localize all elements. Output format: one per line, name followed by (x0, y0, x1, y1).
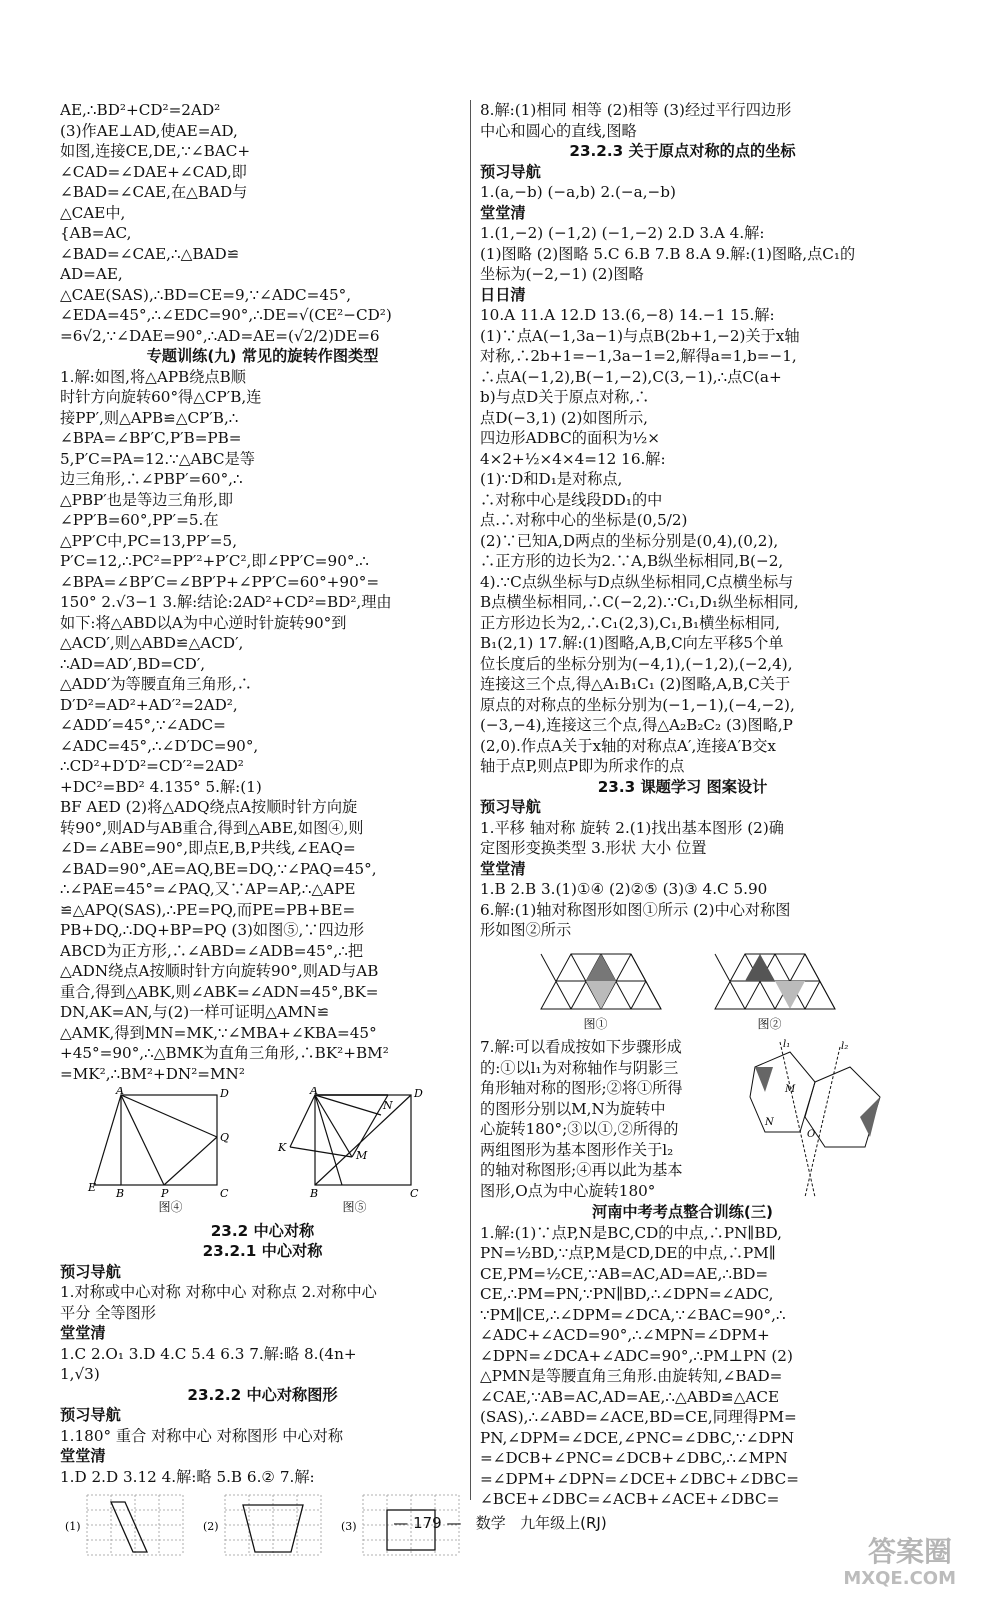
text-line: 边三角形,∴∠PBP′=60°,∴ (60, 470, 243, 488)
left-column (60, 100, 465, 1573)
text-line: 重合,得到△ABK,则∠ABK=∠ADN=45°,BK= (60, 982, 379, 1001)
text-line: (SAS),∴∠ABD=∠ACE,BD=CE,同理得PM= (480, 1408, 797, 1426)
preview-answers (480, 818, 885, 859)
svg-text:l₁: l₁ (783, 1039, 791, 1050)
text-line: 心旋转180°;③以①,②所得的 (480, 1120, 679, 1138)
text-line: △CAE(SAS),∴BD=CE=9,∵∠ADC=45°, (60, 285, 352, 304)
square-diagram-5 (270, 1087, 440, 1197)
svg-text:O: O (807, 1129, 816, 1140)
text-line: ∠BPA=∠BP′C=∠BP′P+∠PP′C=60°+90°= (60, 572, 380, 591)
text-line: b)与点D关于原点对称,∴ (480, 388, 650, 406)
svg-text:D: D (413, 1087, 423, 1100)
text-line: △PMN是等腰直角三角形.由旋转知,∠BAD= (480, 1367, 783, 1385)
text-line: 5,P′C=PA=12.∵△ABC是等 (60, 449, 255, 468)
text-line: BF AED (2)将△ADQ绕点A按顺时针方向旋 (60, 798, 358, 816)
class-heading: 堂堂清 (480, 859, 526, 878)
text-line: 10.A 11.A 12.D 13.(6,−8) 14.−1 15.解: (480, 306, 775, 324)
page-footer: — 179 — 数学 九年级上(RJ) (393, 1514, 607, 1532)
text-line: △ADD′为等腰直角三角形,∴ (60, 675, 252, 693)
text-line: (−3,−4),连接这三个点,得△A₂B₂C₂ (3)图略,P (480, 716, 793, 734)
text-line: ∠DPN=∠DCA+∠ADC=90°,∴PM⊥PN (2) (480, 1346, 793, 1365)
text-line: 8.解:(1)相同 相等 (2)相等 (3)经过平行四边形 (480, 101, 792, 119)
svg-text:M: M (785, 1084, 796, 1095)
svg-text:N: N (382, 1099, 393, 1112)
text-line: (2,0).作点A关于x轴的对称点A′,连接A′B交x (480, 736, 777, 755)
text-line: 连接这三个点,得△A₁B₁C₁ (2)图略,A,B,C关于 (480, 675, 791, 693)
section-title: 23.3 课题学习 图案设计 (597, 777, 768, 796)
text-line: △CAE中, (60, 203, 126, 222)
class-heading: 堂堂清 (480, 203, 526, 222)
text-line: 1.C 2.O₁ 3.D 4.C 5.4 6.3 7.解:略 8.(4n+ (60, 1344, 357, 1363)
preview-answers (60, 1426, 465, 1447)
text-line: =6√2,∵∠DAE=90°,∴AD=AE=(√2/2)DE=6 (60, 326, 380, 345)
text-line: 正方形边长为2,∴C₁(2,3),C₁,B₁横坐标相同, (480, 613, 780, 632)
svg-text:K: K (277, 1141, 286, 1154)
class-answers (60, 1344, 465, 1385)
section-title: 23.2 中心对称 (210, 1221, 315, 1240)
text-line: 1.B 2.B 3.(1)①④ (2)②⑤ (3)③ 4.C 5.90 (480, 880, 768, 898)
text-line: 的轴对称图形;④再以此为基本 (480, 1161, 683, 1179)
watermark-url: MXQE.COM (843, 1568, 956, 1589)
text-line: 定图形变换类型 3.形状 大小 位置 (480, 839, 707, 857)
text-line: 如下:将△ABD以A为中心逆时针旋转90°到 (60, 613, 347, 632)
text-line: CE,∴PM=PN,∵PN∥BD,∴∠DPN=∠ADC, (480, 1285, 774, 1303)
text-line: 时针方向旋转60°得△CP′B,连 (60, 388, 262, 406)
text-line: 点.∴对称中心的坐标是(0,5/2) (480, 511, 688, 529)
text-line: CE,PM=½CE,∵AB=AC,AD=AE,∴BD= (480, 1264, 769, 1283)
text-line: (1)∵点A(−1,3a−1)与点B(2b+1,−2)关于x轴 (480, 326, 800, 345)
text-line: 7.解:可以看成按如下步骤形成 (480, 1038, 682, 1056)
text-line: 平分 全等图形 (60, 1303, 156, 1322)
svg-text:Q: Q (219, 1131, 229, 1144)
text-line: 1.(1,−2) (−1,2) (−1,−2) 2.D 3.A 4.解: (480, 224, 765, 242)
rotation-solutions (60, 367, 465, 1085)
text-line: (3)作AE⊥AD,使AE=AD, (60, 121, 238, 140)
subject-label: 数学 (475, 1514, 506, 1532)
text-line: 6.解:(1)轴对称图形如图①所示 (2)中心对称图 (480, 900, 791, 919)
text-line: △ADN绕点A按顺时针方向旋转90°,则AD与AB (60, 962, 379, 980)
text-line: 150° 2.√3−1 3.解:结论:2AD²+CD²=BD²,理由 (60, 593, 392, 611)
right-intro (480, 100, 885, 141)
svg-text:D: D (219, 1087, 229, 1100)
text-line: P′C=12,∴PC²=PP′²+P′C²,即∠PP′C=90°.∴ (60, 552, 369, 570)
text-line: AE,∴BD²+CD²=2AD² (60, 101, 221, 119)
section-title: 河南中考考点整合训练(三) (592, 1203, 773, 1221)
text-line: ∠CAE,∵AB=AC,AD=AE,∴△ABD≌△ACE (480, 1387, 780, 1406)
text-line: 4).∵C点纵坐标与D点纵坐标相同,C点横坐标与 (480, 572, 794, 591)
hexagon-pattern (745, 1037, 885, 1202)
figure-5 (270, 1087, 440, 1218)
text-line: 四边形ADBC的面积为½× (480, 429, 660, 447)
text-line: (1)∵D和D₁是对称点, (480, 470, 623, 488)
text-line: DN,AK=AN,与(2)一样可证明△AMN≌ (60, 1003, 330, 1021)
text-line: ∠CAD=∠DAE+∠CAD,即 (60, 162, 247, 181)
svg-text:N: N (765, 1117, 774, 1128)
text-line: 图形,O点为中心旋转180° (480, 1181, 656, 1200)
text-line: △PP′C中,PC=13,PP′=5, (60, 531, 238, 550)
text-line: +45°=90°,∴△BMK为直角三角形,∴BK²+BM² (60, 1044, 389, 1062)
text-line: B点横坐标相同,∴C(−2,2).∵C₁,D₁纵坐标相同, (480, 593, 799, 611)
text-line: 点D(−3,1) (2)如图所示, (480, 408, 649, 427)
text-line: 的:①以l₁为对称轴作与阴影三 (480, 1058, 679, 1077)
q7-text (480, 1037, 745, 1202)
triangle-grid-2 (695, 944, 845, 1014)
class-answers (480, 223, 885, 285)
text-line: 轴于点P,则点P即为所求作的点 (480, 757, 685, 775)
text-line: ∴点A(−1,2),B(−1,−2),C(3,−1),∴点C(a+ (480, 367, 782, 386)
text-line: 转90°,则AD与AB重合,得到△ABE,如图④,则 (60, 818, 364, 837)
svg-text:A: A (309, 1087, 318, 1097)
text-line: ∴正方形的边长为2.∵A,B纵坐标相同,B(−2, (480, 552, 784, 570)
figures-4-5 (60, 1087, 465, 1218)
text-line: ≌△APQ(SAS),∴PE=PQ,而PE=PB+BE= (60, 900, 356, 919)
text-line: ∠ADD′=45°,∵∠ADC= (60, 716, 226, 734)
pattern-figure-1 (521, 944, 671, 1035)
square-diagram-4 (86, 1087, 256, 1197)
preview-heading: 预习导航 (480, 162, 541, 181)
text-line: 1.平移 轴对称 旋转 2.(1)找出基本图形 (2)确 (480, 818, 784, 837)
pattern-figures (480, 944, 885, 1035)
text-line: ∴CD²+D′D²=CD′²=2AD² (60, 757, 244, 775)
class-answers (480, 879, 885, 941)
daily-heading: 日日清 (480, 285, 526, 304)
pattern-1-caption: 图① (583, 1016, 608, 1031)
text-line: 1.(a,−b) (−a,b) 2.(−a,−b) (480, 183, 676, 201)
text-line: 1.解:如图,将△APB绕点B顺 (60, 367, 246, 386)
subsection-title: 23.2.2 中心对称图形 (187, 1385, 338, 1404)
section-title: 23.2.3 关于原点对称的点的坐标 (569, 142, 796, 160)
preview-heading: 预习导航 (60, 1406, 121, 1424)
text-line: ∴对称中心是线段DD₁的中 (480, 490, 663, 509)
text-line: △AMK,得到MN=MK,∵∠MBA+∠KBA=45° (60, 1023, 377, 1042)
grid-label: (1) (64, 1520, 81, 1533)
text-line: 1.解:(1)∵点P,N是BC,CD的中点,∴PN∥BD, (480, 1223, 782, 1242)
svg-text:E: E (87, 1181, 96, 1194)
daily-answers (480, 305, 885, 777)
figure-5-caption: 图⑤ (342, 1200, 367, 1214)
text-line: 1.D 2.D 3.12 4.解:略 5.B 6.② 7.解: (60, 1467, 315, 1486)
svg-text:A: A (115, 1087, 124, 1097)
text-line: =∠DPM+∠DPN=∠DCE+∠DBC+∠DBC= (480, 1469, 799, 1488)
watermark-logo: 答案圈 (867, 1535, 952, 1568)
text-line: 中心和圆心的直线,图略 (480, 121, 637, 140)
text-line: ∠BPA=∠BP′C,P′B=PB= (60, 429, 242, 447)
text-line: (1)图略 (2)图略 5.C 6.B 7.B 8.A 9.解:(1)图略,点C₁的 (480, 244, 856, 263)
text-line: ∠ADC+∠ACD=90°,∴∠MPN=∠DPM+ (480, 1326, 770, 1344)
text-line: △ACD′,则△ABD≌△ACD′, (60, 634, 244, 652)
text-line: =MK²,∴BM²+DN²=MN² (60, 1064, 245, 1083)
subsection-title: 23.2.1 中心对称 (202, 1242, 323, 1260)
text-line: 4×2+½×4×4=12 16.解: (480, 449, 666, 468)
text-line: ∠EDA=45°,∴∠EDC=90°,∴DE=√(CE²−CD²) (60, 306, 392, 324)
svg-text:M: M (355, 1149, 367, 1162)
text-line: ∴AD=AD′,BD=CD′, (60, 654, 206, 673)
svg-text:B: B (115, 1187, 124, 1197)
class-heading: 堂堂清 (60, 1324, 106, 1342)
text-line: =∠DCB+∠PNC=∠DCB+∠DBC,∴∠MPN (480, 1449, 788, 1467)
text-line: 1,√3) (60, 1365, 100, 1383)
text-line: 形如图②所示 (480, 921, 572, 939)
preview-answers (480, 182, 885, 203)
text-line: (2)∵已知A,D两点的坐标分别是(0,4),(0,2), (480, 531, 779, 550)
text-line: 如图,连接CE,DE,∵∠BAC+ (60, 142, 251, 160)
page-number: 179 (413, 1514, 442, 1532)
text-line: ∠PP′B=60°,PP′=5.在 (60, 511, 219, 529)
grade-label: 九年级上(RJ) (520, 1514, 607, 1532)
triangle-grid-1 (521, 944, 671, 1014)
text-line: ∠D=∠ABE=90°,即点E,B,P共线,∠EAQ= (60, 839, 356, 857)
text-line: ABCD为正方形,∴∠ABD=∠ADB=45°,∴把 (60, 941, 364, 960)
text-line: {AB=AC, (60, 224, 132, 242)
svg-text:l₂: l₂ (841, 1041, 849, 1052)
text-line: 两组图形为基本图形作关于l₂ (480, 1140, 674, 1159)
svg-text:C: C (409, 1187, 418, 1197)
svg-text:P: P (160, 1187, 168, 1197)
class-answers (60, 1467, 465, 1488)
preview-answers (60, 1282, 465, 1323)
text-line: AD=AE, (60, 265, 123, 283)
pattern-figure-2 (695, 944, 845, 1035)
text-line: 位长度后的坐标分别为(−4,1),(−1,2),(−2,4), (480, 654, 793, 673)
svg-text:C: C (219, 1187, 228, 1197)
class-heading: 堂堂清 (60, 1447, 106, 1465)
preview-heading: 预习导航 (60, 1262, 121, 1281)
pattern-2-caption: 图② (757, 1016, 782, 1031)
text-line: PN=½BD,∵点P,M是CD,DE的中点,∴PM∥ (480, 1244, 776, 1262)
text-line: 角形轴对称的图形;②将①所得 (480, 1079, 683, 1097)
text-line: ∠BAD=∠CAE,∴△BAD≌ (60, 244, 240, 263)
text-line: PB+DQ,∴DQ+BP=PQ (3)如图⑤,∵四边形 (60, 921, 365, 939)
text-line: 1.180° 重合 对称中心 对称图形 中心对称 (60, 1426, 344, 1445)
grid-label: (3) (340, 1520, 357, 1533)
figure-4 (86, 1087, 256, 1218)
text-line: ∠BAD=90°,AE=AQ,BE=DQ,∵∠PAQ=45°, (60, 859, 377, 878)
left-proof-block (60, 100, 465, 346)
figure-4-caption: 图④ (158, 1200, 183, 1214)
text-line: 1.对称或中心对称 对称中心 对称点 2.对称中心 (60, 1283, 377, 1301)
section-title: 专题训练(九) 常见的旋转作图类型 (146, 347, 379, 365)
preview-heading: 预习导航 (480, 798, 541, 816)
grid-label: (2) (202, 1520, 219, 1533)
text-line: PN,∠DPM=∠DCE,∠PNC=∠DBC,∵∠DPN (480, 1428, 795, 1447)
text-line: ∠ADC=45°,∴∠D′DC=90°, (60, 736, 259, 755)
right-column (480, 100, 885, 1510)
text-line: D′D²=AD²+AD′²=2AD², (60, 695, 238, 714)
text-line: 接PP′,则△APB≌△CP′B,∴ (60, 408, 239, 427)
column-divider (470, 100, 471, 1500)
text-line: 坐标为(−2,−1) (2)图略 (480, 265, 644, 283)
henan-answers (480, 1223, 885, 1510)
text-line: ∵PM∥CE,∴∠DPM=∠DCA,∵∠BAC=90°,∴ (480, 1305, 786, 1324)
text-line: 的图形分别以M,N为旋转中 (480, 1099, 666, 1118)
text-line: ∠BCE+∠DBC=∠ACB+∠ACE+∠DBC= (480, 1490, 780, 1508)
text-line: 原点的对称点的坐标分别为(−1,−1),(−4,−2), (480, 695, 795, 714)
text-line: +DC²=BD² 4.135° 5.解:(1) (60, 777, 262, 796)
text-line: 对称,∴2b+1=−1,3a−1=2,解得a=1,b=−1, (480, 347, 797, 365)
text-line: ∠BAD=∠CAE,在△BAD与 (60, 183, 248, 201)
svg-text:B: B (309, 1187, 318, 1197)
text-line: ∴∠PAE=45°=∠PAQ,又∵AP=AP,∴△APE (60, 880, 356, 898)
q7-block (480, 1037, 885, 1202)
text-line: △PBP′也是等边三角形,即 (60, 490, 234, 509)
text-line: B₁(2,1) 17.解:(1)图略,A,B,C向左平移5个单 (480, 634, 784, 652)
